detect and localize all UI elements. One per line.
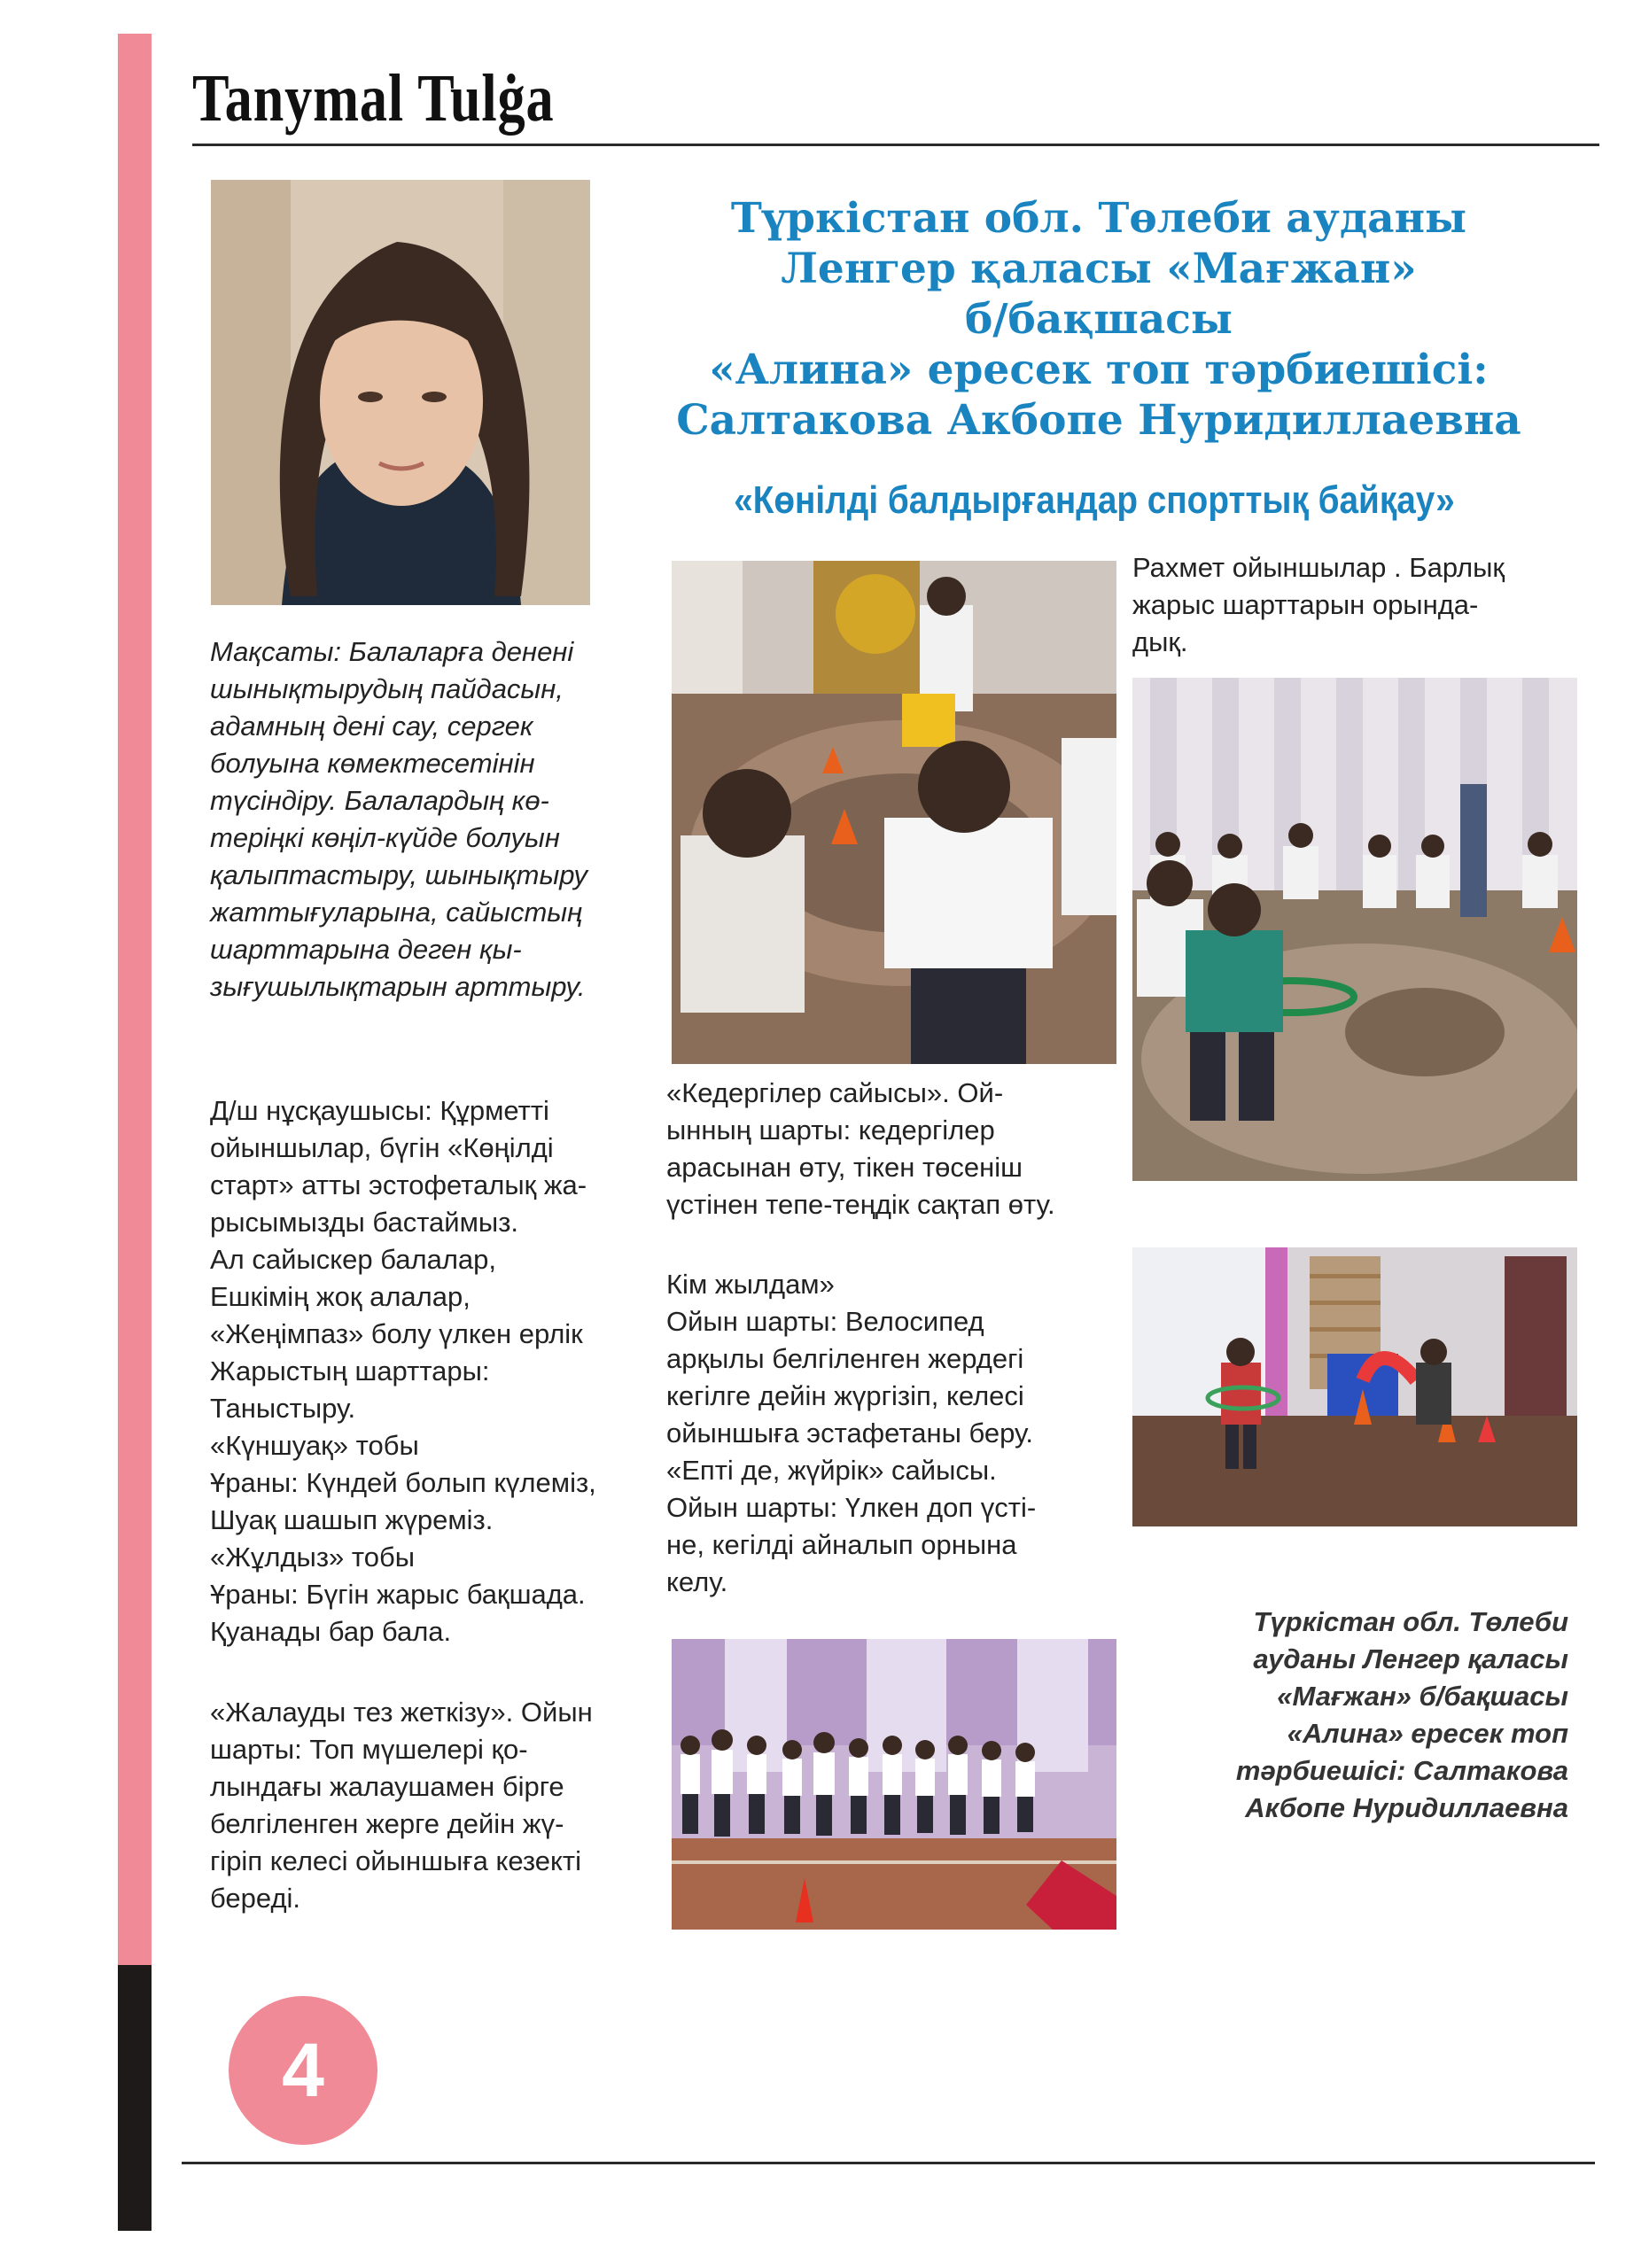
text-line: гіріп келесі ойыншыға кезекті xyxy=(210,1845,582,1876)
text-line: Жарыстың шарттары: xyxy=(210,1355,490,1386)
text-line: Мақсаты: Балаларға денені xyxy=(210,636,574,667)
text-line: жарыс шарттарын орында- xyxy=(1132,589,1479,620)
text-line: белгіленген жерге дейін жү- xyxy=(210,1808,564,1839)
text-line: арқылы белгіленген жердегі xyxy=(666,1343,1024,1374)
fast-game-paragraph xyxy=(666,1266,1127,1601)
text-line: Кім жылдам» xyxy=(666,1269,835,1300)
article-subtitle: «Көнілді балдырғандар спорттық байқау» xyxy=(734,478,1455,522)
text-line: дық. xyxy=(1132,626,1188,657)
headline-line: Түркістан обл. Төлеби ауданы xyxy=(730,194,1467,243)
text-line: «Күншуақ» тобы xyxy=(210,1430,419,1461)
header-rule xyxy=(192,144,1599,146)
text-line: жаттығуларына, сайыстың xyxy=(210,897,583,928)
text-line: Қуанады бар бала. xyxy=(210,1616,452,1647)
text-line: береді. xyxy=(210,1883,301,1914)
text-line: шарты: Топ мүшелері қо- xyxy=(210,1734,528,1765)
text-line: ынның шарты: кедергілер xyxy=(666,1115,995,1146)
text-line: шарттарына деген қы- xyxy=(210,934,522,965)
text-line: лындағы жалаушамен бірге xyxy=(210,1771,564,1802)
text-line: рысымызды бастаймыз. xyxy=(210,1207,519,1238)
text-line: теріңкі көңіл-күйде болуын xyxy=(210,822,560,853)
text-line: «Кедергілер сайысы». Ой- xyxy=(666,1077,1004,1108)
text-line: болуына көмектесетінін xyxy=(210,748,535,779)
goal-paragraph xyxy=(210,633,653,1006)
hoop-game-photo xyxy=(1132,678,1577,1181)
text-line: Таныстыру. xyxy=(210,1393,356,1424)
caption-line: тәрбиешісі: Салтакова xyxy=(1235,1755,1568,1786)
text-line: ойыншылар, бүгін «Көңілді xyxy=(210,1132,554,1163)
text-line: «Жалауды тез жеткізу». Ойын xyxy=(210,1697,593,1728)
text-line: адамның дені сау, сергек xyxy=(210,711,533,742)
group-lineup-photo xyxy=(672,1639,1116,1930)
text-line: «Жұлдыз» тобы xyxy=(210,1542,416,1573)
headline-line: «Алина» ересек топ тәрбиешісі: xyxy=(709,346,1489,394)
text-line: «Епті де, жүйрік» сайысы. xyxy=(666,1455,997,1486)
text-line: түсіндіру. Балалардың кө- xyxy=(210,785,549,816)
text-line: зығушылықтарын арттыру. xyxy=(210,971,586,1002)
text-line: Ұраны: Бүгін жарыс бақшада. xyxy=(210,1579,586,1610)
text-line: Ешкімің жоқ алалар, xyxy=(210,1281,471,1312)
footer-rule xyxy=(182,2162,1595,2164)
text-line: Д/ш нұсқаушысы: Құрметті xyxy=(210,1095,549,1126)
text-line: кегілге дейін жүргізіп, келесі xyxy=(666,1380,1024,1411)
thanks-paragraph xyxy=(1132,549,1584,661)
text-line: Рахмет ойыншылар . Барлық xyxy=(1132,552,1505,583)
text-line: Ал сайыскер балалар, xyxy=(210,1244,497,1275)
caption-line: Түркістан обл. Төлеби xyxy=(1253,1606,1568,1637)
page-number-badge: 4 xyxy=(229,1996,377,2145)
caption-line: «Мағжан» б/бақшасы xyxy=(1277,1681,1568,1712)
text-line: старт» атты эстофеталық жа- xyxy=(210,1169,587,1200)
text-line: Ойын шарты: Үлкен доп үсті- xyxy=(666,1492,1037,1523)
teacher-portrait-photo xyxy=(211,180,590,605)
sidebar-dark-bar xyxy=(118,1965,152,2231)
obstacle-game-paragraph xyxy=(666,1075,1127,1223)
headline-line: б/бақшасы xyxy=(965,295,1233,344)
article-headline xyxy=(620,193,1577,446)
text-line: үстінен тепе-теңдік сақтап өту. xyxy=(666,1189,1055,1220)
text-line: арасынан өту, тікен төсеніш xyxy=(666,1152,1023,1183)
text-line: шынықтырудың пайдасын, xyxy=(210,673,564,704)
headline-line: Ленгер қаласы «Мағжан» xyxy=(781,245,1417,293)
headline-line: Салтакова Акбопе Нуридиллаевна xyxy=(676,396,1521,445)
flag-game-paragraph xyxy=(210,1694,653,1917)
text-line: не, кегілді айналып орнына xyxy=(666,1529,1017,1560)
text-line: ойыншыға эстафетаны беру. xyxy=(666,1418,1034,1449)
text-line: келу. xyxy=(666,1566,728,1597)
text-line: «Жеңімпаз» болу үлкен ерлік xyxy=(210,1318,583,1349)
sidebar-pink-bar xyxy=(118,34,152,1965)
text-line: Ойын шарты: Велосипед xyxy=(666,1306,984,1337)
caption-line: Акбопе Нуридиллаевна xyxy=(1245,1792,1568,1823)
caption-line: «Алина» ересек топ xyxy=(1287,1718,1568,1749)
gym-game-photo xyxy=(1132,1247,1577,1526)
author-caption xyxy=(1178,1604,1568,1827)
caption-line: ауданы Ленгер қаласы xyxy=(1253,1643,1568,1674)
text-line: Шуақ шашып жүреміз. xyxy=(210,1504,494,1535)
magazine-title: Tanymal Tulġa xyxy=(192,61,555,136)
obstacle-game-photo xyxy=(672,561,1116,1064)
instructor-paragraph xyxy=(210,1092,653,1651)
text-line: Ұраны: Күндей болып күлеміз, xyxy=(210,1467,596,1498)
text-line: қалыптастыру, шынықтыру xyxy=(210,859,587,890)
